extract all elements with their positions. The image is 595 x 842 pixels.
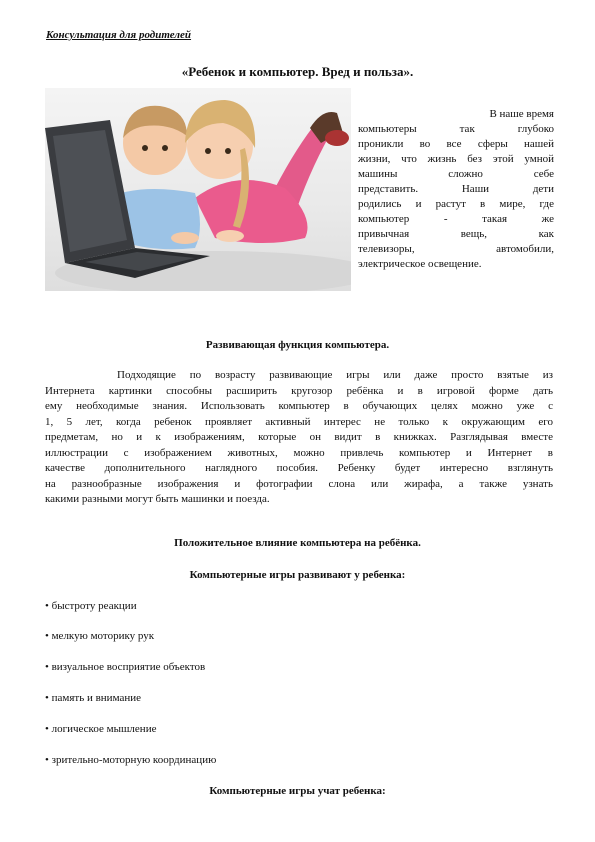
intro-line: компьютеры так глубоко bbox=[358, 123, 554, 135]
paragraph-line: Интернета картинки способны расширить кругозор ребёнка и в игровой форме дать bbox=[45, 384, 553, 397]
paragraph-line: 1, 5 лет, когда ребенок проявляет активный интерес не только к окружающим его bbox=[45, 415, 553, 428]
section-heading-positive-influence: Положительное влияние компьютера на ребёнка. bbox=[174, 537, 421, 549]
intro-line: телевизоры, автомобили, bbox=[358, 243, 554, 255]
intro-line: привычная вещь, как bbox=[358, 228, 554, 240]
subheading-games-develop: Компьютерные игры развивают у ребенка: bbox=[189, 569, 406, 581]
paragraph-line: Подходящие по возрасту развивающие игры или даже просто взятые из bbox=[117, 369, 553, 381]
document-title: «Ребенок и компьютер. Вред и польза». bbox=[181, 64, 414, 79]
intro-line: машины сложно себе bbox=[358, 168, 554, 180]
bullet-item: • логическое мышление bbox=[45, 723, 157, 735]
paragraph-line: ему необходимые знания. Использовать компьютер в обучающих целях можно уже с bbox=[45, 400, 553, 412]
bullet-item: • мелкую моторику рук bbox=[45, 630, 155, 642]
paragraph-line: на разнообразные изображения и фотографии слона или жирафа, а также узнать bbox=[45, 477, 553, 490]
paragraph-line: качестве дополнительного наглядного пособия. Ребенку будет интересно взглянуть bbox=[45, 462, 553, 474]
children-with-laptop-illustration bbox=[45, 88, 351, 291]
intro-first-line: В наше время bbox=[489, 108, 554, 120]
intro-line: жизни, что жизнь без этой умной bbox=[358, 153, 554, 165]
paragraph-line: предметам, но и к изображениям, которые он видит в книжках. Разглядывая вместе bbox=[45, 431, 553, 443]
intro-line: проникли во все сферы нашей bbox=[358, 138, 554, 150]
intro-line: компьютер - такая же bbox=[358, 213, 554, 225]
intro-line: электрическое освещение. bbox=[358, 258, 482, 270]
bullet-item: • быстроту реакции bbox=[45, 600, 137, 612]
intro-paragraph bbox=[358, 122, 554, 272]
bullet-item: • визуальное восприятие объектов bbox=[45, 661, 206, 673]
paragraph-line: какими разными могут быть машинки и поезда. bbox=[45, 493, 270, 505]
intro-line: родились и растут в мире, где bbox=[358, 198, 554, 210]
bullet-item: • память и внимание bbox=[45, 692, 141, 704]
paragraph-line: иллюстрации с изображением животных, можно привлечь компьютер и Интернет в bbox=[45, 446, 553, 459]
children-computer-photo bbox=[45, 88, 351, 291]
development-paragraph bbox=[45, 368, 553, 508]
intro-line: представить. Наши дети bbox=[358, 183, 554, 195]
bullet-item: • зрительно-моторную координацию bbox=[45, 754, 217, 766]
document-header-label: Консультация для родителей bbox=[46, 29, 192, 41]
subheading-games-teach: Компьютерные игры учат ребенка: bbox=[209, 785, 386, 797]
section-heading-development: Развивающая функция компьютера. bbox=[205, 339, 390, 351]
